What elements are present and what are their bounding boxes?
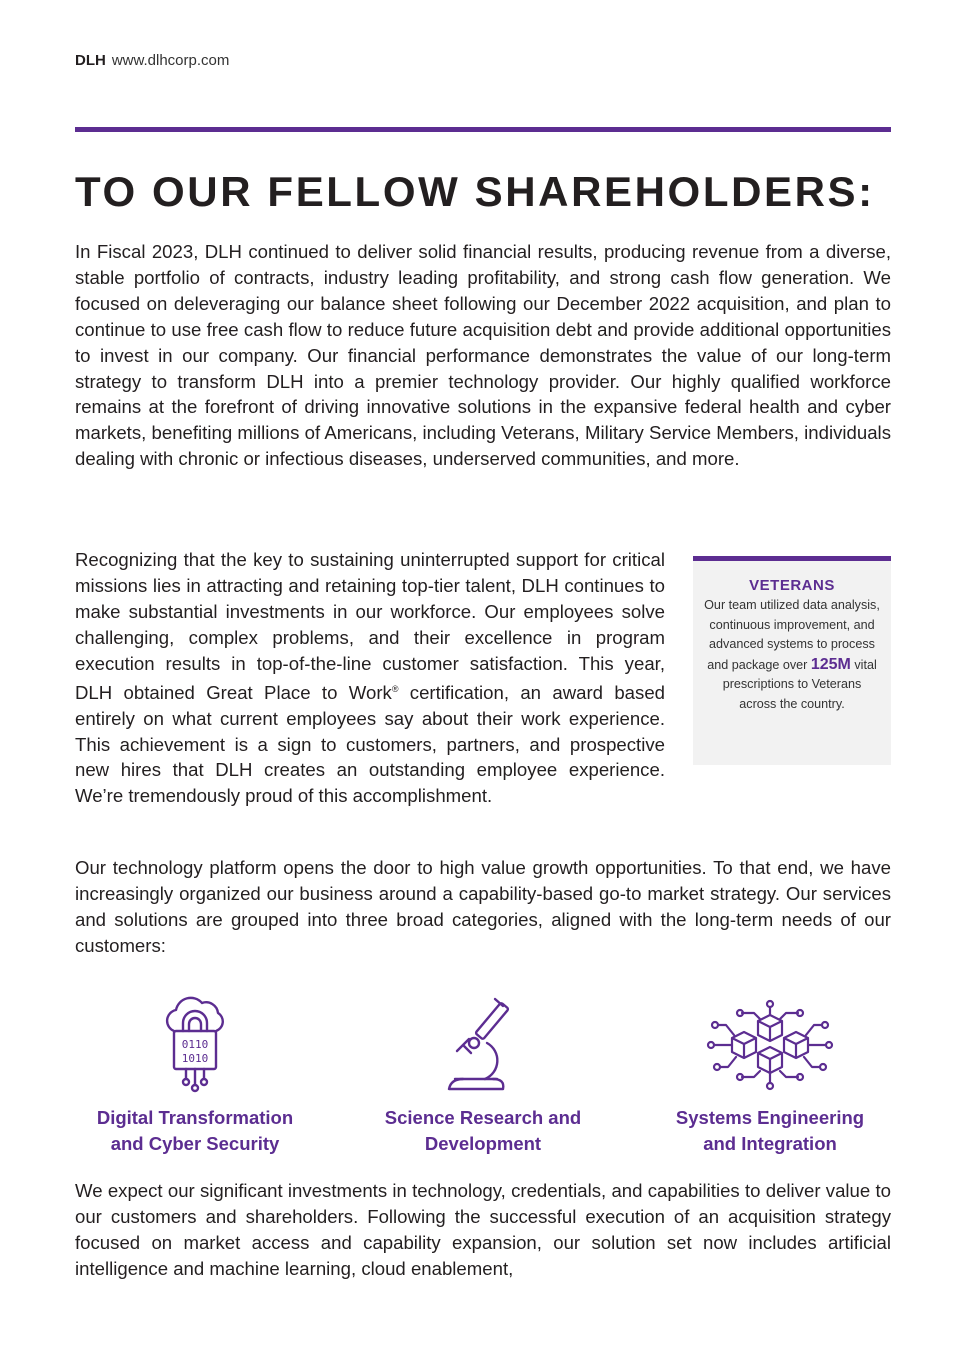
callout-text-before: Our team utilized data analysis, continuous improvement, and advanced systems to process and package over bbox=[704, 598, 880, 672]
category-label-line2: Development bbox=[424, 1133, 542, 1154]
cloud-lock-binary-icon bbox=[162, 995, 228, 1093]
category-systems-engineering bbox=[645, 995, 895, 1157]
page-title: TO OUR FELLOW SHAREHOLDERS: bbox=[75, 168, 875, 215]
callout-title: VETERANS bbox=[749, 577, 835, 594]
category-label-line1: Systems Engineering bbox=[675, 1107, 865, 1128]
header-divider bbox=[75, 127, 891, 132]
veterans-callout bbox=[693, 556, 891, 765]
category-label bbox=[358, 1105, 608, 1157]
website-url[interactable]: www.dlhcorp.com bbox=[111, 52, 230, 69]
category-digital-transformation bbox=[70, 995, 320, 1157]
svg-text:1010: 1010 bbox=[181, 1052, 209, 1065]
callout-text-after: vital prescriptions to Veterans across the country. bbox=[722, 657, 877, 711]
callout-stat: 125M bbox=[810, 655, 851, 673]
category-label bbox=[645, 1105, 895, 1157]
category-label-line1: Digital Transformation bbox=[96, 1107, 294, 1128]
brand-name: DLH bbox=[75, 52, 106, 69]
callout-body bbox=[703, 596, 881, 714]
workforce-text-a: Recognizing that the key to sustaining uninterrupted support for critical missions lies in attracting and retaining top-tier talent, DLH continues to make substantial investments in our workforce. Our employees solve challenging, complex problems, and their excellence in program execution results in top-of-the-line customer satisfaction. This year, DLH obtained Great Place to Work bbox=[75, 549, 665, 703]
category-label-line1: Science Research and bbox=[384, 1107, 582, 1128]
category-science-research bbox=[358, 995, 608, 1157]
category-label-line2: and Cyber Security bbox=[110, 1133, 280, 1154]
paragraph-workforce bbox=[75, 547, 891, 809]
category-label-line2: and Integration bbox=[703, 1133, 837, 1154]
paragraph-technology-platform: Our technology platform opens the door to high value growth opportunities. To that end, we have increasingly organized our business around a capability-based go-to market strategy. Our services and solutions are grouped into three broad categories, aligned with the long-term needs of our customers: bbox=[75, 857, 891, 956]
cube-network-icon bbox=[700, 995, 840, 1093]
registered-mark: ® bbox=[391, 683, 399, 694]
svg-text:0110: 0110 bbox=[181, 1038, 209, 1051]
paragraph-investments: We expect our significant investments in technology, credentials, and capabilities to deliver value to our customers and shareholders. Following the successful execution of an acquisition strategy focused on market access and capability expansion, our solution set now includes artificial intelligence and machine learning, cloud enablement, bbox=[75, 1180, 891, 1279]
microscope-icon bbox=[443, 995, 523, 1093]
category-label bbox=[70, 1105, 320, 1157]
page-header bbox=[75, 52, 229, 69]
paragraph-fiscal-results: In Fiscal 2023, DLH continued to deliver solid financial results, producing revenue from a diverse, stable portfolio of contracts, industry leading profitability, and strong cash flow generation. We focused on deleveraging our balance sheet following our December 2022 acquisition, and plan to continue to use free cash flow to reduce future acquisition debt and provide additional opportunities to invest in our company. Our financial performance demonstrates the value of our long-term strategy to transform DLH into a premier technology provider. Our highly qualified workforce remains at the forefront of driving innovative solutions in the expansive federal health and cyber markets, benefiting millions of Americans, including Veterans, Military Service Members, individuals dealing with chronic or infectious diseases, underserved communities, and more. bbox=[75, 241, 891, 470]
workforce-text-b: certification, an award based entirely on what current employees say about their work experience. This achievement is a sign to customers, partners, and prospective new hires that DLH creates an outstanding employee experience. We’re tremendously proud of this accomplishment. bbox=[75, 681, 666, 807]
